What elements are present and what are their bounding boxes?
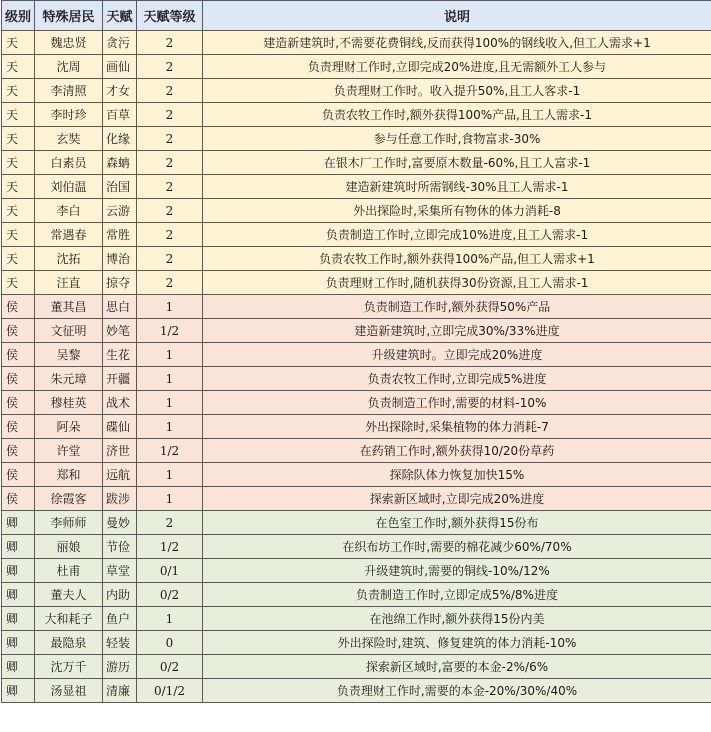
- cell-tier: 天: [2, 55, 35, 79]
- cell-description: 负责制造工作时,额外获得50%产品: [203, 295, 711, 319]
- cell-description: 探索新区域时,立即完成20%进度: [203, 487, 711, 511]
- table-row: [2, 655, 711, 679]
- cell-tier: 侯: [2, 487, 35, 511]
- cell-talent: 草堂: [103, 559, 137, 583]
- cell-talent-level: 1: [137, 607, 203, 631]
- cell-resident-name: 最隐泉: [35, 631, 103, 655]
- cell-description: 建造新建筑时,不需要花费铜线,反而获得100%的钢线收入,但工人需求+1: [203, 31, 711, 55]
- header-tier: 级别: [2, 1, 35, 31]
- cell-tier: 侯: [2, 463, 35, 487]
- cell-tier: 侯: [2, 415, 35, 439]
- cell-talent-level: 0: [137, 631, 203, 655]
- cell-description: 负责理财工作时。收入提升50%,且工人客求-1: [203, 79, 711, 103]
- cell-description: 参与任意工作时,食物富求-30%: [203, 127, 711, 151]
- cell-talent: 开疆: [103, 367, 137, 391]
- cell-talent-level: 2: [137, 79, 203, 103]
- cell-resident-name: 李师师: [35, 511, 103, 535]
- cell-tier: 侯: [2, 343, 35, 367]
- cell-talent: 节俭: [103, 535, 137, 559]
- cell-talent: 画仙: [103, 55, 137, 79]
- cell-tier: 天: [2, 271, 35, 295]
- cell-resident-name: 朱元璋: [35, 367, 103, 391]
- cell-talent: 思白: [103, 295, 137, 319]
- cell-description: 负责制造工作时,立即完成10%进度,且工人需求-1: [203, 223, 711, 247]
- resident-talent-table: [1, 0, 711, 703]
- table-row: [2, 79, 711, 103]
- cell-talent-level: 2: [137, 55, 203, 79]
- cell-resident-name: 刘伯温: [35, 175, 103, 199]
- cell-talent: 云游: [103, 199, 137, 223]
- cell-talent-level: 1: [137, 463, 203, 487]
- cell-resident-name: 吴黎: [35, 343, 103, 367]
- cell-talent-level: 1: [137, 487, 203, 511]
- table-row: [2, 55, 711, 79]
- table-row: [2, 295, 711, 319]
- cell-talent-level: 0/1/2: [137, 679, 203, 703]
- cell-tier: 卿: [2, 583, 35, 607]
- cell-talent-level: 2: [137, 199, 203, 223]
- cell-resident-name: 常遇春: [35, 223, 103, 247]
- cell-talent: 内助: [103, 583, 137, 607]
- cell-resident-name: 杜甫: [35, 559, 103, 583]
- cell-tier: 天: [2, 31, 35, 55]
- table-row: [2, 679, 711, 703]
- cell-resident-name: 白素员: [35, 151, 103, 175]
- cell-resident-name: 董其昌: [35, 295, 103, 319]
- header-resident: 特殊居民: [35, 1, 103, 31]
- cell-description: 在药销工作时,额外获得10/20份草药: [203, 439, 711, 463]
- table-row: [2, 151, 711, 175]
- cell-tier: 天: [2, 223, 35, 247]
- cell-talent: 博治: [103, 247, 137, 271]
- cell-talent: 贪污: [103, 31, 137, 55]
- cell-resident-name: 李白: [35, 199, 103, 223]
- cell-tier: 天: [2, 247, 35, 271]
- cell-resident-name: 丽娘: [35, 535, 103, 559]
- cell-resident-name: 魏忠贤: [35, 31, 103, 55]
- cell-resident-name: 沈拓: [35, 247, 103, 271]
- cell-talent: 战术: [103, 391, 137, 415]
- cell-talent-level: 1/2: [137, 319, 203, 343]
- header-description: 说明: [203, 1, 711, 31]
- cell-tier: 卿: [2, 607, 35, 631]
- cell-description: 在织布坊工作时,需要的棉花减少60%/70%: [203, 535, 711, 559]
- table-row: [2, 415, 711, 439]
- cell-talent: 游历: [103, 655, 137, 679]
- cell-resident-name: 汪直: [35, 271, 103, 295]
- header-row: [2, 1, 711, 31]
- cell-tier: 侯: [2, 367, 35, 391]
- header-talent-level: 天赋等级: [137, 1, 203, 31]
- cell-description: 负责理财工作时,立即完成20%进度,且无需额外工人参与: [203, 55, 711, 79]
- cell-resident-name: 沈周: [35, 55, 103, 79]
- table-row: [2, 535, 711, 559]
- cell-talent-level: 2: [137, 103, 203, 127]
- cell-talent-level: 2: [137, 31, 203, 55]
- cell-resident-name: 玄奘: [35, 127, 103, 151]
- table-row: [2, 511, 711, 535]
- table-row: [2, 175, 711, 199]
- cell-description: 外出探除时,采集植物的体力消耗-7: [203, 415, 711, 439]
- cell-talent-level: 0/1: [137, 559, 203, 583]
- cell-description: 在银木厂工作时,富要原木数量-60%,且工人富求-1: [203, 151, 711, 175]
- cell-description: 外出探险时,建筑、修复建筑的体力消耗-10%: [203, 631, 711, 655]
- cell-talent: 清廉: [103, 679, 137, 703]
- cell-description: 探索新区域时,富要的本金-2%/6%: [203, 655, 711, 679]
- cell-description: 建造新建筑时所需钢线-30%且工人需求-1: [203, 175, 711, 199]
- cell-tier: 天: [2, 103, 35, 127]
- cell-description: 负责理财工作时,随机获得30份资源,且工人需求-1: [203, 271, 711, 295]
- table-row: [2, 127, 711, 151]
- cell-resident-name: 董夫人: [35, 583, 103, 607]
- cell-tier: 卿: [2, 655, 35, 679]
- cell-talent: 治国: [103, 175, 137, 199]
- cell-tier: 侯: [2, 391, 35, 415]
- cell-tier: 天: [2, 199, 35, 223]
- cell-talent: 百草: [103, 103, 137, 127]
- cell-talent-level: 2: [137, 175, 203, 199]
- table-row: [2, 343, 711, 367]
- cell-description: 升级建筑时。立即完成20%进度: [203, 343, 711, 367]
- cell-resident-name: 李清照: [35, 79, 103, 103]
- cell-description: 在色室工作时,额外获得15份布: [203, 511, 711, 535]
- cell-description: 负责农牧工作时,额外获得100%产品,但工人需求+1: [203, 247, 711, 271]
- cell-tier: 天: [2, 151, 35, 175]
- table-row: [2, 631, 711, 655]
- cell-talent-level: 1: [137, 343, 203, 367]
- table-row: [2, 583, 711, 607]
- cell-talent-level: 1: [137, 391, 203, 415]
- cell-description: 在池绵工作时,额外获得15份内美: [203, 607, 711, 631]
- cell-talent: 生花: [103, 343, 137, 367]
- table-row: [2, 223, 711, 247]
- cell-tier: 卿: [2, 559, 35, 583]
- table-row: [2, 367, 711, 391]
- table-body: [2, 31, 711, 703]
- cell-talent-level: 2: [137, 247, 203, 271]
- cell-description: 负责制造工作时,立即定成5%/8%进度: [203, 583, 711, 607]
- cell-tier: 天: [2, 127, 35, 151]
- cell-resident-name: 文征明: [35, 319, 103, 343]
- cell-description: 探除队体力恢复加快15%: [203, 463, 711, 487]
- table-row: [2, 439, 711, 463]
- cell-talent-level: 1: [137, 415, 203, 439]
- cell-talent-level: 0/2: [137, 583, 203, 607]
- cell-resident-name: 郑和: [35, 463, 103, 487]
- cell-talent-level: 1: [137, 295, 203, 319]
- header-talent: 天赋: [103, 1, 137, 31]
- table-row: [2, 199, 711, 223]
- cell-talent: 曼妙: [103, 511, 137, 535]
- cell-tier: 天: [2, 79, 35, 103]
- cell-tier: 卿: [2, 511, 35, 535]
- table-row: [2, 31, 711, 55]
- cell-talent-level: 1/2: [137, 535, 203, 559]
- cell-resident-name: 沈万千: [35, 655, 103, 679]
- cell-tier: 卿: [2, 535, 35, 559]
- table-row: [2, 271, 711, 295]
- cell-talent: 掠夺: [103, 271, 137, 295]
- cell-tier: 卿: [2, 679, 35, 703]
- cell-description: 负责农牧工作时,额外获得100%产品,且工人需求-1: [203, 103, 711, 127]
- cell-talent-level: 2: [137, 223, 203, 247]
- cell-resident-name: 穆桂英: [35, 391, 103, 415]
- cell-talent: 才女: [103, 79, 137, 103]
- cell-talent: 化缘: [103, 127, 137, 151]
- cell-resident-name: 许堂: [35, 439, 103, 463]
- table-row: [2, 487, 711, 511]
- cell-resident-name: 汤显祖: [35, 679, 103, 703]
- cell-tier: 天: [2, 175, 35, 199]
- cell-talent: 常胜: [103, 223, 137, 247]
- cell-description: 负责理财工作时,需要的本金-20%/30%/40%: [203, 679, 711, 703]
- table-row: [2, 463, 711, 487]
- table-row: [2, 559, 711, 583]
- cell-resident-name: 阿朵: [35, 415, 103, 439]
- cell-talent: 森蚺: [103, 151, 137, 175]
- cell-talent: 远航: [103, 463, 137, 487]
- cell-resident-name: 徐霞客: [35, 487, 103, 511]
- cell-tier: 侯: [2, 319, 35, 343]
- table-row: [2, 391, 711, 415]
- cell-talent: 济世: [103, 439, 137, 463]
- cell-talent: 鱼户: [103, 607, 137, 631]
- cell-description: 负责农牧工作时,立即完成5%进度: [203, 367, 711, 391]
- cell-talent: 轻装: [103, 631, 137, 655]
- table-row: [2, 247, 711, 271]
- cell-talent-level: 2: [137, 151, 203, 175]
- cell-talent-level: 2: [137, 271, 203, 295]
- cell-talent-level: 1: [137, 367, 203, 391]
- cell-tier: 卿: [2, 631, 35, 655]
- cell-talent: 妙笔: [103, 319, 137, 343]
- table-row: [2, 607, 711, 631]
- cell-tier: 侯: [2, 439, 35, 463]
- cell-resident-name: 李时珍: [35, 103, 103, 127]
- cell-talent-level: 1/2: [137, 439, 203, 463]
- cell-talent-level: 0/2: [137, 655, 203, 679]
- cell-resident-name: 大和耗子: [35, 607, 103, 631]
- cell-tier: 侯: [2, 295, 35, 319]
- cell-talent-level: 2: [137, 127, 203, 151]
- cell-description: 升级建筑时,需要的铜线-10%/12%: [203, 559, 711, 583]
- cell-description: 建造新建筑时,立即完成30%/33%进度: [203, 319, 711, 343]
- cell-talent-level: 2: [137, 511, 203, 535]
- table-row: [2, 103, 711, 127]
- cell-description: 外出探险时,采集所有物休的体力消耗-8: [203, 199, 711, 223]
- cell-description: 负责制造工作时,需要的材料-10%: [203, 391, 711, 415]
- table-row: [2, 319, 711, 343]
- cell-talent: 跋涉: [103, 487, 137, 511]
- cell-talent: 碟仙: [103, 415, 137, 439]
